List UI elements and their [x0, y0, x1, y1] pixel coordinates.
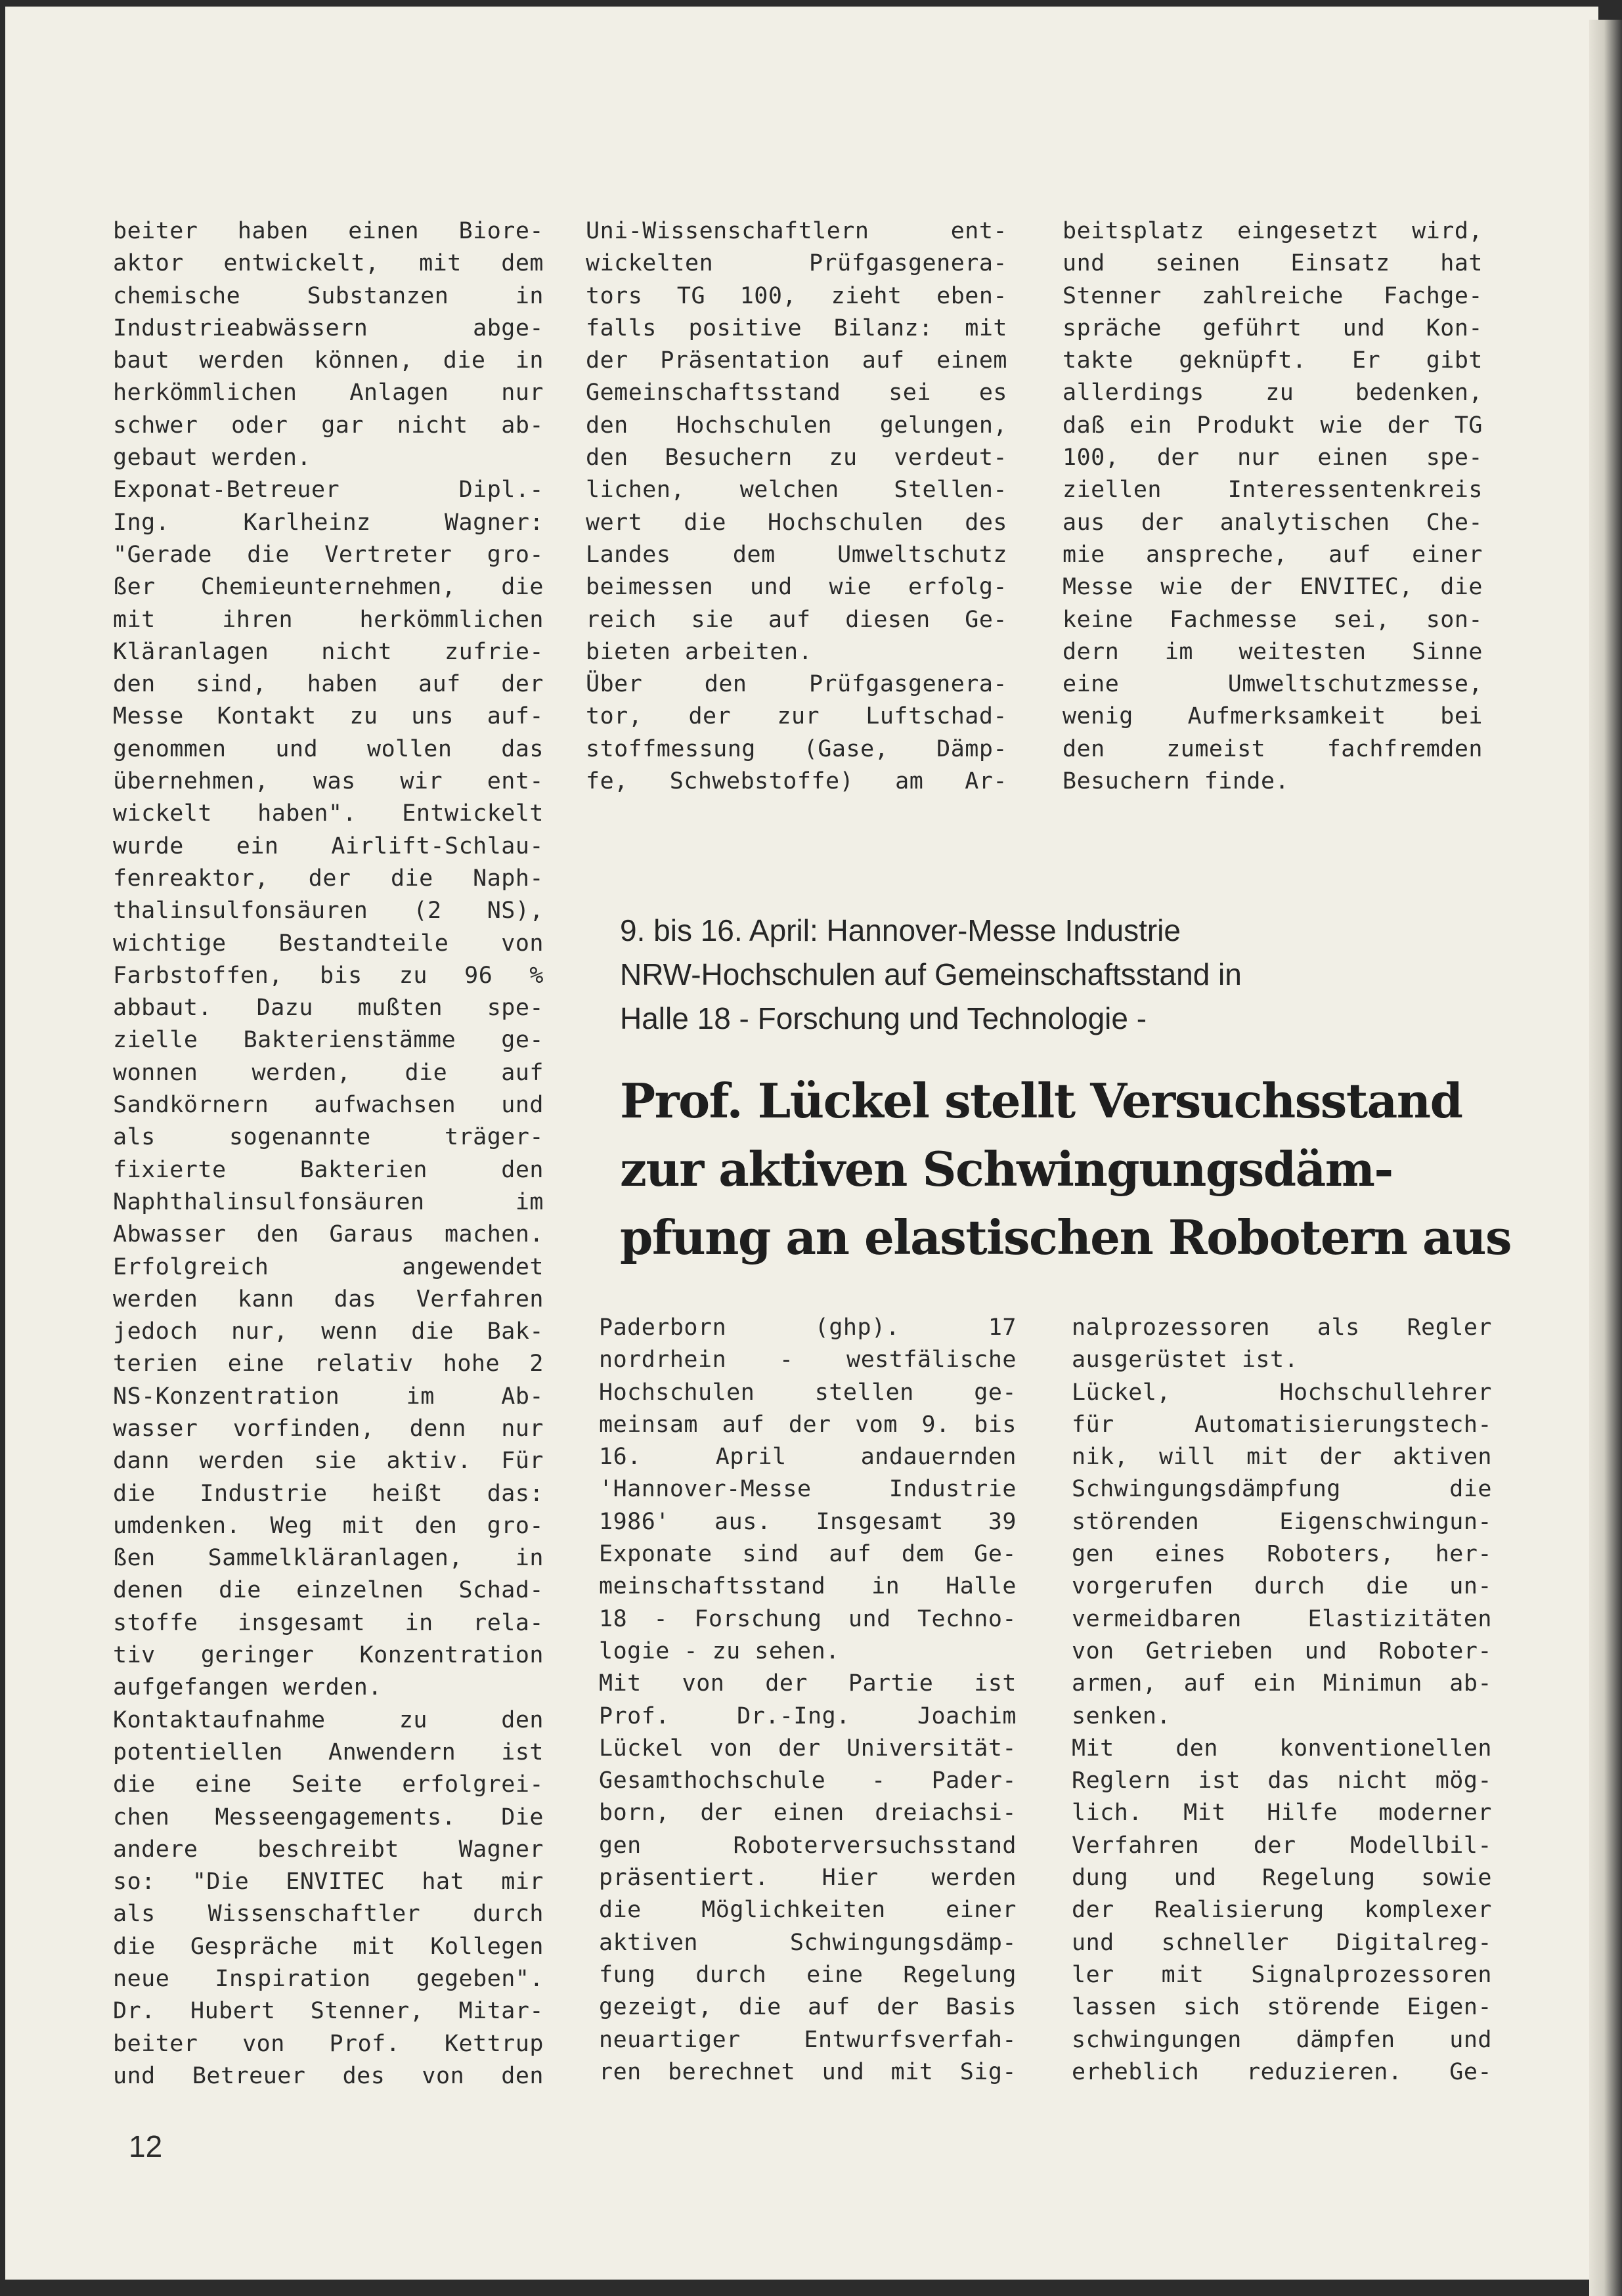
text-line: aus der analytischen Che- [1063, 509, 1483, 536]
text-line: die Möglichkeiten einer [599, 1897, 1017, 1924]
text-line: aktor entwickelt, mit dem [113, 250, 544, 277]
text-line: meinschaftsstand in Halle [599, 1573, 1017, 1600]
page-number: 12 [129, 2129, 163, 2163]
text-line: ler mit Signalprozessoren [1072, 1961, 1492, 1988]
text-line: wickelten Prüfgasgenera- [586, 250, 1007, 277]
text-line: fung durch eine Regelung [599, 1961, 1017, 1988]
kicker-line: 9. bis 16. April: Hannover-Messe Industrie [620, 913, 1181, 947]
text-line: neuartiger Entwurfsverfah- [599, 2026, 1017, 2053]
text-line: 16. April andauernden [599, 1444, 1017, 1471]
text-line: werden kann das Verfahren [113, 1286, 544, 1312]
text-line: Dr. Hubert Stenner, Mitar- [113, 1998, 544, 2025]
text-line: lichen, welchen Stellen- [586, 477, 1007, 504]
text-line: übernehmen, was wir ent- [113, 768, 544, 795]
text-line: beimessen und wie erfolg- [586, 574, 1007, 601]
text-line: der Realisierung komplexer [1072, 1897, 1492, 1924]
text-line: eine Umweltschutzmesse, [1063, 671, 1483, 698]
text-line: chen Messeengagements. Die [113, 1804, 544, 1830]
text-line: fixierte Bakterien den [113, 1156, 544, 1183]
text-line: fenreaktor, der die Naph- [113, 865, 544, 892]
text-line: dann werden sie aktiv. Für [113, 1448, 544, 1475]
text-line: und seinen Einsatz hat [1063, 250, 1483, 277]
text-line: lassen sich störende Eigen- [1072, 1994, 1492, 2021]
article-column-2 [586, 215, 1007, 798]
text-line: jedoch nur, wenn die Bak- [113, 1318, 544, 1345]
text-line: Abwasser den Garaus machen. [113, 1221, 544, 1248]
text-line: wert die Hochschulen des [586, 509, 1007, 536]
text-line: den sind, haben auf der [113, 671, 544, 698]
text-line: genommen und wollen das [113, 735, 544, 762]
text-line: terien eine relativ hohe 2 [113, 1351, 544, 1377]
text-line: und Betreuer des von den [113, 2062, 544, 2089]
text-line: falls positive Bilanz: mit [586, 314, 1007, 341]
text-line: reich sie auf diesen Ge- [586, 606, 1007, 633]
text-line: gezeigt, die auf der Basis [599, 1994, 1017, 2021]
text-line: Kläranlagen nicht zufrie- [113, 638, 544, 665]
text-line: so: "Die ENVITEC hat mir [113, 1869, 544, 1895]
text-line: 100, der nur einen spe- [1063, 444, 1483, 471]
text-line: Landes dem Umweltschutz [586, 541, 1007, 568]
text-line: andere beschreibt Wagner [113, 1836, 544, 1863]
text-line: gen eines Roboters, her- [1072, 1541, 1492, 1568]
text-line: fe, Schwebstoffe) am Ar- [586, 768, 1007, 795]
text-line: gen Roboterversuchsstand [599, 1832, 1017, 1859]
text-line: ßer Chemieunternehmen, die [113, 574, 544, 601]
article-column-4 [599, 1312, 1017, 2089]
text-line: Stenner zahlreiche Fachge- [1063, 282, 1483, 309]
text-line: Mit den konventionellen [1072, 1735, 1492, 1762]
text-line: allerdings zu bedenken, [1063, 379, 1483, 406]
text-line: störenden Eigenschwingun- [1072, 1508, 1492, 1535]
text-line: armen, auf ein Minimun ab- [1072, 1670, 1492, 1697]
text-line: Messe Kontakt zu uns auf- [113, 703, 544, 730]
text-line: Lückel, Hochschullehrer [1072, 1379, 1492, 1406]
text-line: Exponate sind auf dem Ge- [599, 1541, 1017, 1568]
text-line: takte geknüpft. Er gibt [1063, 347, 1483, 374]
text-line: gebaut werden. [113, 444, 312, 471]
text-line: nordrhein - westfälische [599, 1347, 1017, 1374]
article-kicker [620, 909, 1513, 1041]
article-column-1 [113, 215, 544, 2092]
text-line: die Gespräche mit Kollegen [113, 1933, 544, 1960]
text-line: Erfolgreich angewendet [113, 1253, 544, 1280]
text-line: Ing. Karlheinz Wagner: [113, 509, 544, 536]
text-line: mit ihren herkömmlichen [113, 606, 544, 633]
text-line: ren berechnet und mit Sig- [599, 2058, 1017, 2085]
text-line: logie - zu sehen. [599, 1637, 840, 1664]
text-line: wenig Aufmerksamkeit bei [1063, 703, 1483, 730]
text-line: aktiven Schwingungsdämp- [599, 1929, 1017, 1956]
text-line: als Wissenschaftler durch [113, 1901, 544, 1928]
text-line: von Getrieben und Roboter- [1072, 1637, 1492, 1664]
text-line: stoffe insgesamt in rela- [113, 1609, 544, 1636]
text-line: als sogenannte träger- [113, 1124, 544, 1151]
text-line: nik, will mit der aktiven [1072, 1444, 1492, 1471]
text-line: Lückel von der Universität- [599, 1735, 1017, 1762]
text-line: Kontaktaufnahme zu den [113, 1706, 544, 1733]
text-line: tiv geringer Konzentration [113, 1642, 544, 1669]
text-line: Exponat-Betreuer Dipl.- [113, 477, 544, 504]
text-line: abbaut. Dazu mußten spe- [113, 995, 544, 1022]
text-line: vermeidbaren Elastizitäten [1072, 1605, 1492, 1632]
text-line: beiter von Prof. Kettrup [113, 2030, 544, 2057]
text-line: zielle Bakterienstämme ge- [113, 1027, 544, 1054]
text-line: Besuchern finde. [1063, 768, 1290, 795]
text-line: den Besuchern zu verdeut- [586, 444, 1007, 471]
text-line: neue Inspiration gegeben". [113, 1966, 544, 1993]
headline-line: pfung an elastischen Robotern aus [620, 1209, 1512, 1265]
text-line: präsentiert. Hier werden [599, 1865, 1017, 1892]
text-line: den Hochschulen gelungen, [586, 412, 1007, 439]
text-line: ßen Sammelkläranlagen, in [113, 1545, 544, 1572]
text-line: Farbstoffen, bis zu 96 % [113, 962, 544, 989]
text-line: Reglern ist das nicht mög- [1072, 1767, 1492, 1794]
text-line: "Gerade die Vertreter gro- [113, 541, 544, 568]
text-line: tor, der zur Luftschad- [586, 703, 1007, 730]
text-line: Naphthalinsulfonsäuren im [113, 1188, 544, 1215]
text-line: Prof. Dr.-Ing. Joachim [599, 1702, 1017, 1729]
headline-line: zur aktiven Schwingungsdäm- [620, 1141, 1393, 1197]
text-line: vorgerufen durch die un- [1072, 1573, 1492, 1600]
article-headline [620, 1067, 1526, 1272]
text-line: born, der einen dreiachsi- [599, 1800, 1017, 1827]
text-line: die Industrie heißt das: [113, 1480, 544, 1507]
text-line: 18 - Forschung und Techno- [599, 1605, 1017, 1632]
text-line: Hochschulen stellen ge- [599, 1379, 1017, 1406]
text-line: wonnen werden, die auf [113, 1059, 544, 1086]
text-line: erheblich reduzieren. Ge- [1072, 2058, 1492, 2085]
text-line: 1986' aus. Insgesamt 39 [599, 1508, 1017, 1535]
text-line: für Automatisierungstech- [1072, 1411, 1492, 1438]
text-line: Industrieabwässern abge- [113, 314, 544, 341]
text-line: thalinsulfonsäuren (2 NS), [113, 898, 544, 924]
text-line: wasser vorfinden, denn nur [113, 1415, 544, 1442]
text-line: potentiellen Anwendern ist [113, 1739, 544, 1765]
text-line: Uni-Wissenschaftlern ent- [586, 218, 1007, 244]
text-line: ausgerüstet ist. [1072, 1347, 1299, 1374]
text-line: schwingungen dämpfen und [1072, 2026, 1492, 2053]
text-line: und schneller Digitalreg- [1072, 1929, 1492, 1956]
text-line: wurde ein Airlift-Schlau- [113, 833, 544, 859]
article-column-3 [1063, 215, 1483, 798]
text-line: Paderborn (ghp). 17 [599, 1314, 1017, 1341]
text-line: spräche geführt und Kon- [1063, 314, 1483, 341]
text-line: Gemeinschaftsstand sei es [586, 379, 1007, 406]
text-line: beitsplatz eingesetzt wird, [1063, 218, 1483, 244]
text-line: Sandkörnern aufwachsen und [113, 1092, 544, 1119]
text-line: bieten arbeiten. [586, 638, 813, 665]
text-line: lich. Mit Hilfe moderner [1072, 1800, 1492, 1827]
article-column-5 [1072, 1312, 1492, 2089]
text-line: die eine Seite erfolgrei- [113, 1771, 544, 1798]
text-line: dung und Regelung sowie [1072, 1865, 1492, 1892]
headline-line: Prof. Lückel stellt Versuchsstand [620, 1073, 1462, 1129]
text-line: herkömmlichen Anlagen nur [113, 379, 544, 406]
page-edge-shadow [1589, 20, 1622, 2296]
text-line: wichtige Bestandteile von [113, 930, 544, 957]
text-line: baut werden können, die in [113, 347, 544, 374]
text-line: Mit von der Partie ist [599, 1670, 1017, 1697]
text-line: stoffmessung (Gase, Dämp- [586, 735, 1007, 762]
text-line: ziellen Interessentenkreis [1063, 477, 1483, 504]
text-line: senken. [1072, 1702, 1172, 1729]
text-line: meinsam auf der vom 9. bis [599, 1411, 1017, 1438]
text-line: beiter haben einen Biore- [113, 218, 544, 244]
text-line: nalprozessoren als Regler [1072, 1314, 1492, 1341]
text-line: Verfahren der Modellbil- [1072, 1832, 1492, 1859]
kicker-line: NRW-Hochschulen auf Gemeinschaftsstand in [620, 957, 1242, 991]
text-line: 'Hannover-Messe Industrie [599, 1476, 1017, 1503]
text-line: wickelt haben". Entwickelt [113, 800, 544, 827]
text-line: der Präsentation auf einem [586, 347, 1007, 374]
text-line: chemische Substanzen in [113, 282, 544, 309]
text-line: NS-Konzentration im Ab- [113, 1383, 544, 1410]
text-line: mie anspreche, auf einer [1063, 541, 1483, 568]
text-line: keine Fachmesse sei, son- [1063, 606, 1483, 633]
text-line: umdenken. Weg mit den gro- [113, 1512, 544, 1539]
text-line: den zumeist fachfremden [1063, 735, 1483, 762]
text-line: Schwingungsdämpfung die [1072, 1476, 1492, 1503]
text-line: Messe wie der ENVITEC, die [1063, 574, 1483, 601]
text-line: Gesamthochschule - Pader- [599, 1767, 1017, 1794]
text-line: aufgefangen werden. [113, 1674, 382, 1701]
text-line: tors TG 100, zieht eben- [586, 282, 1007, 309]
text-line: dern im weitesten Sinne [1063, 638, 1483, 665]
text-line: daß ein Produkt wie der TG [1063, 412, 1483, 439]
text-line: schwer oder gar nicht ab- [113, 412, 544, 439]
text-line: Über den Prüfgasgenera- [586, 671, 1007, 698]
kicker-line: Halle 18 - Forschung und Technologie - [620, 1001, 1147, 1035]
text-line: denen die einzelnen Schad- [113, 1577, 544, 1604]
